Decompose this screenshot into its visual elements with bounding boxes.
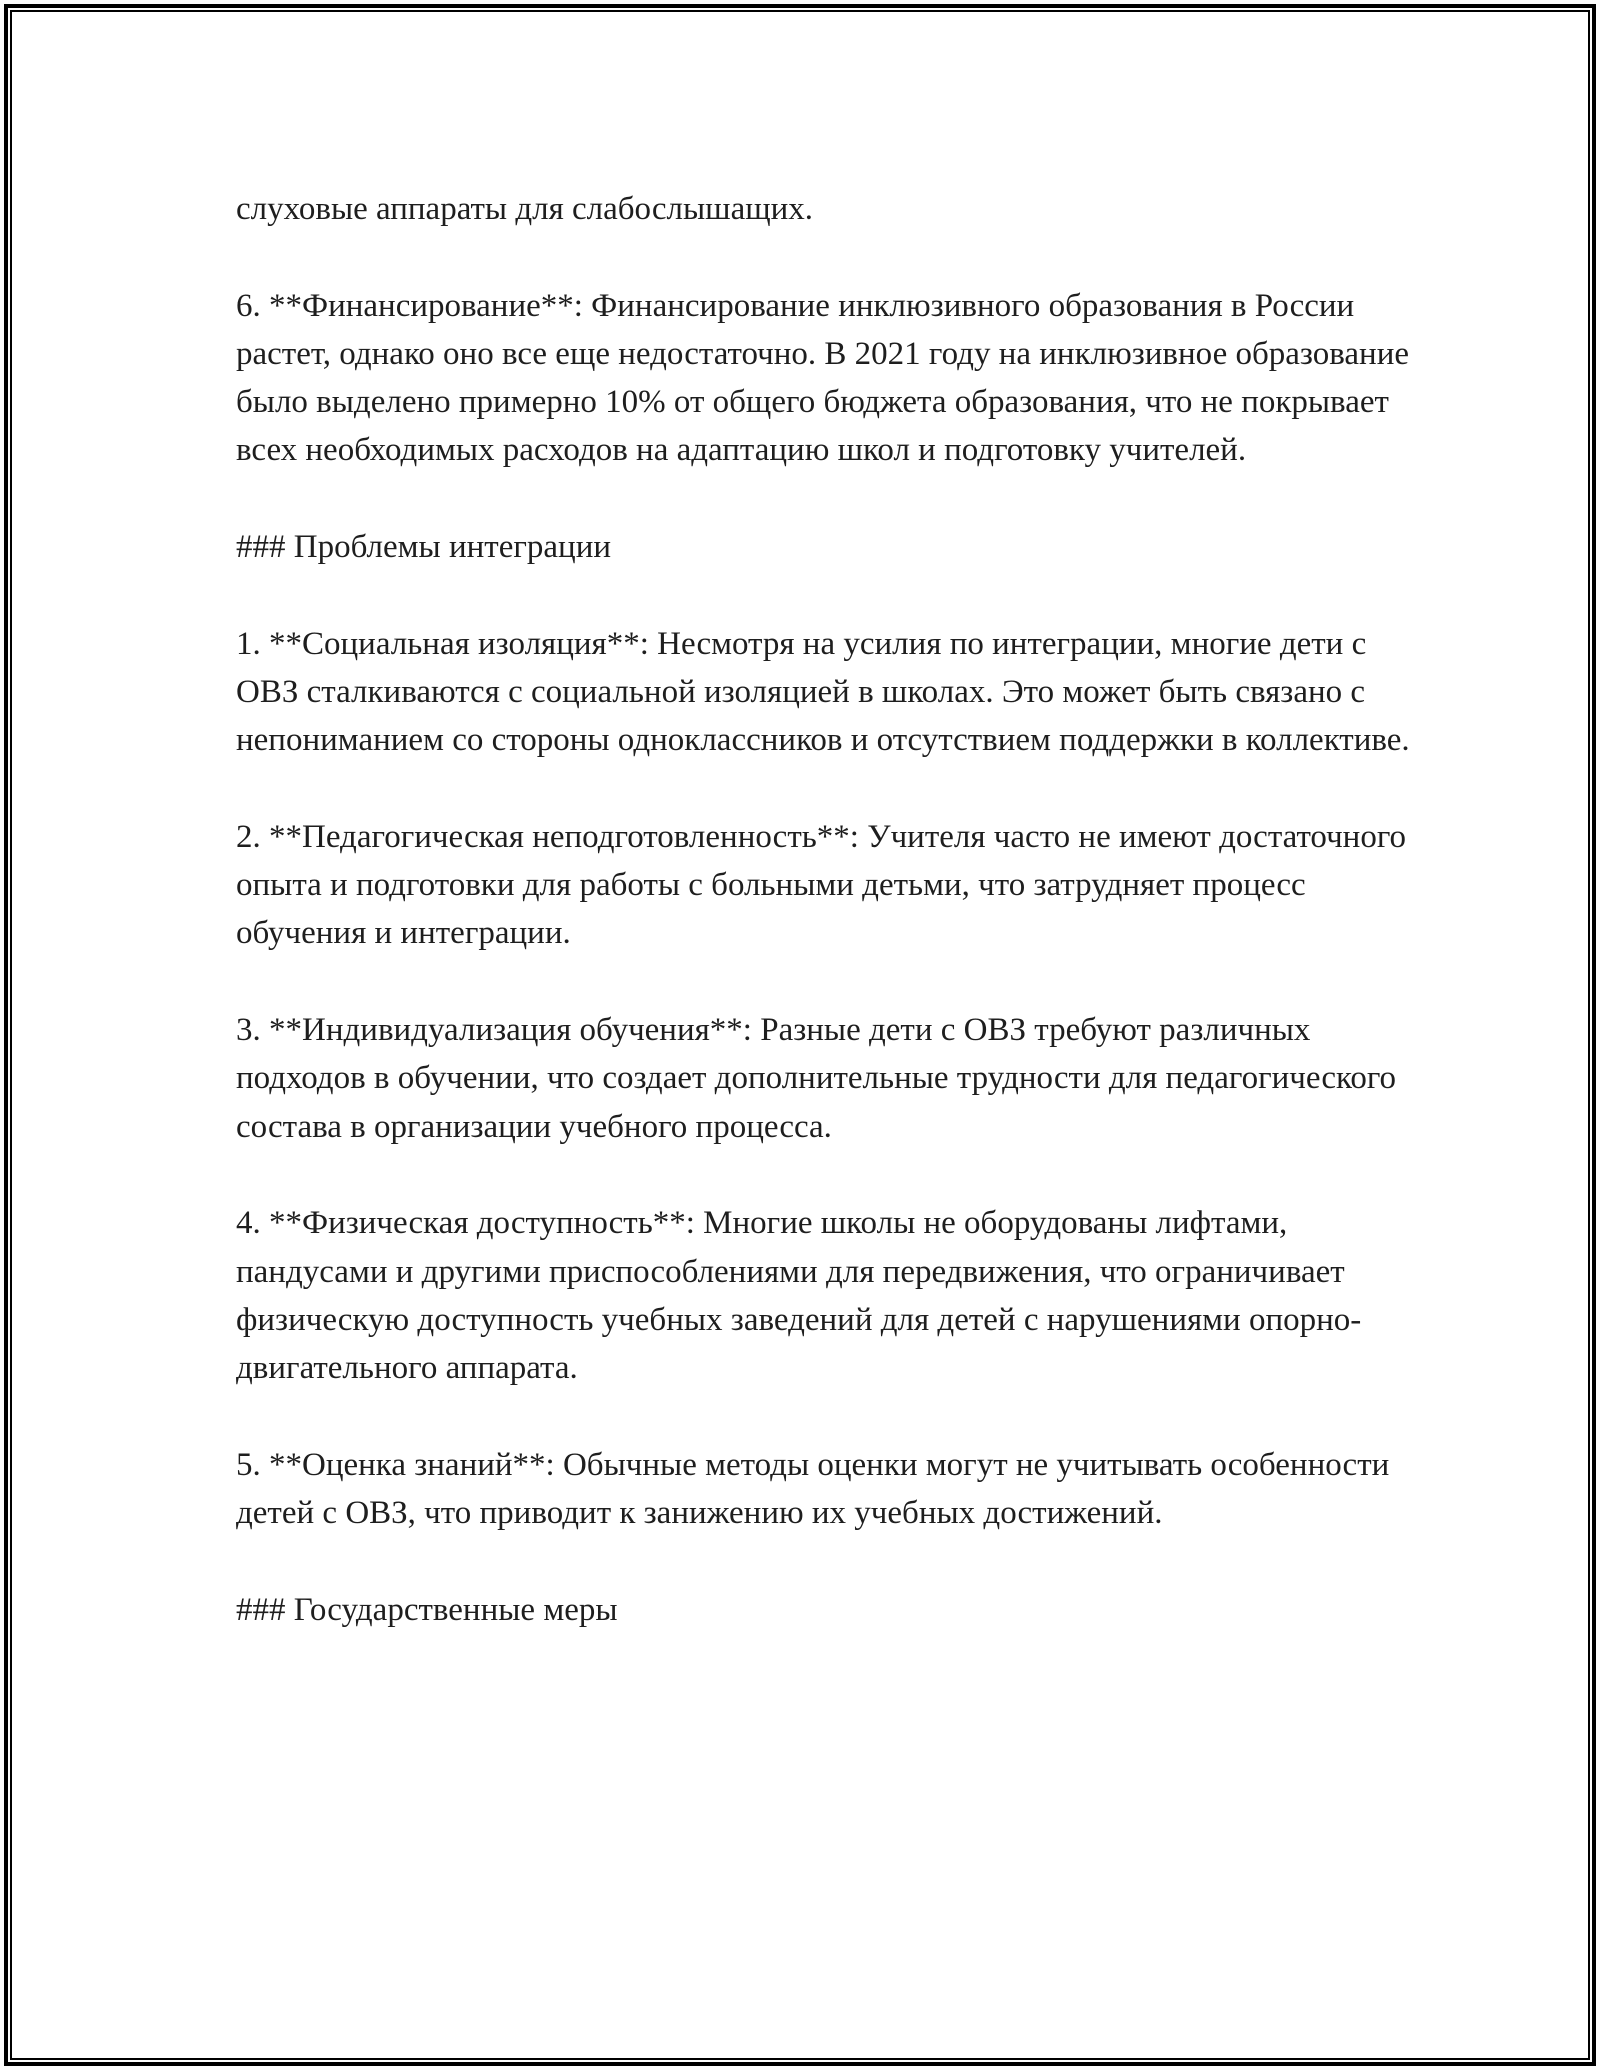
paragraph-social-isolation: 1. **Социальная изоляция**: Несмотря на усилия по интеграции, многие дети с ОВЗ сталкиваются с социальной изоляцией в школах. Это может быть связано с непониманием со стороны одноклассников и отсутствием поддержки в коллективе. (236, 625, 1410, 759)
section-heading-integration-problems: ### Проблемы интеграции (236, 529, 612, 566)
section-heading-state-measures: ### Государственные меры (236, 1591, 618, 1628)
paragraph-physical-accessibility: 4. **Физическая доступность**: Многие школы не оборудованы лифтами, пандусами и другими приспособлениями для передвижения, что ограничивает физическую доступность учебных заведений для детей с нарушениями опорно-двигательного аппарата. (236, 1205, 1362, 1387)
paragraph-financing: 6. **Финансирование**: Финансирование инклюзивного образования в России растет, однако оно все еще недостаточно. В 2021 году на инклюзивное образование было выделено примерно 10% от общего бюджета образования, что не покрывает всех необходимых расходов на адаптацию школ и подготовку учителей. (236, 287, 1410, 469)
paragraph-individualization: 3. **Индивидуализация обучения**: Разные дети с ОВЗ требуют различных подходов в обучении, что создает дополнительные трудности для педагогического состава в организации учебного процесса. (236, 1012, 1397, 1145)
paragraph-knowledge-assessment: 5. **Оценка знаний**: Обычные методы оценки могут не учитывать особенности детей с ОВЗ, что приводит к занижению их учебных достижений. (236, 1446, 1390, 1532)
paragraph-continuation: слуховые аппараты для слабослышащих. (236, 191, 814, 227)
document-body (236, 185, 1426, 1634)
paragraph-pedagogical-unpreparedness: 2. **Педагогическая неподготовленность**: Учителя часто не имеют достаточного опыта и подготовки для работы с больными детьми, что затрудняет процесс обучения и интеграции. (236, 818, 1407, 952)
